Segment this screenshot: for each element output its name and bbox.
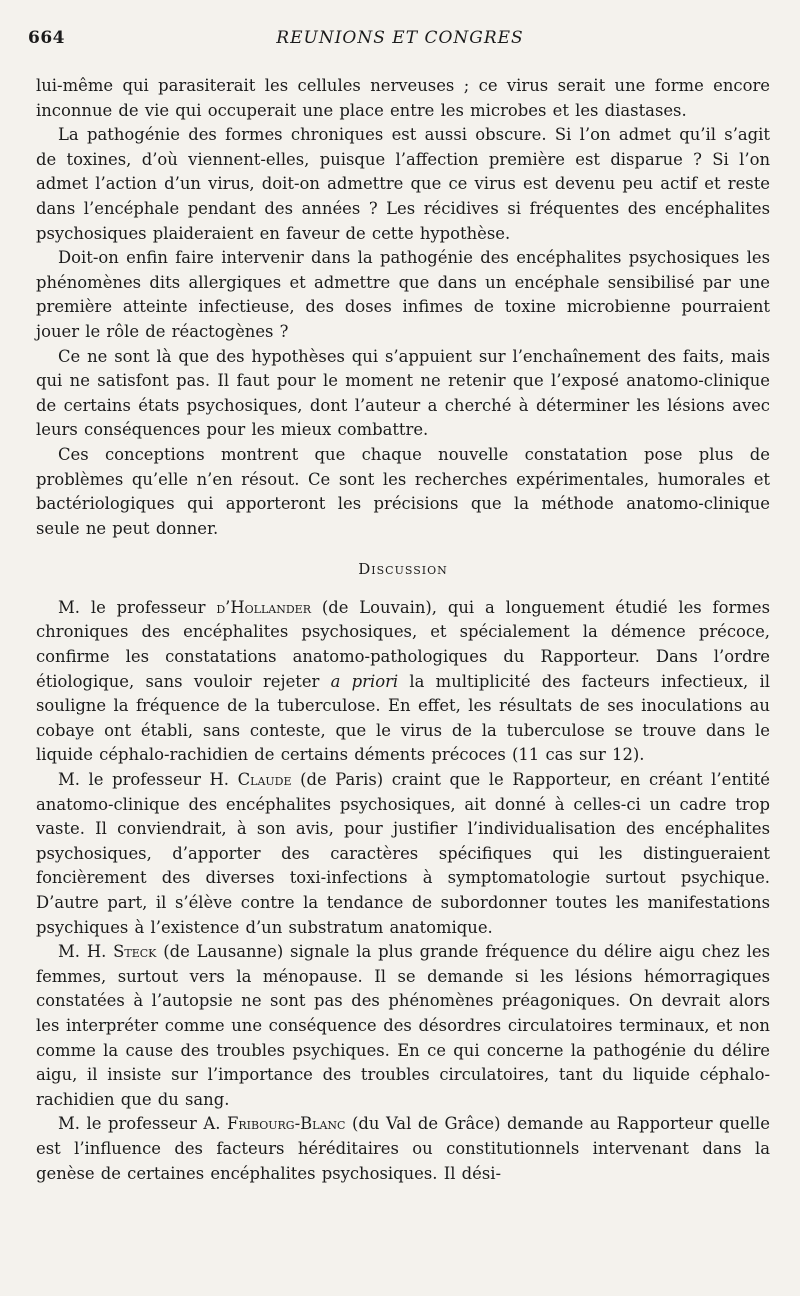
page-number: 664 bbox=[28, 28, 65, 48]
paragraph: lui-même qui parasiterait les cellules nerveuses ; ce virus serait une forme encore inconnue de vie qui occuperait une place entre les microbes et les diastases. bbox=[36, 76, 770, 120]
speaker-name: Steck bbox=[113, 942, 157, 962]
discussion-paragraph bbox=[36, 1112, 770, 1186]
text-run: (du Val de Grâce) demande au Rapporteur quelle est l’influence des facteurs héréditaires ou constitutionnels intervenant dans la genèse de certaines encéphalites psychosiques. Il dési- bbox=[36, 1114, 770, 1183]
text-run: (de Louvain), qui a longuement étudié les formes chroniques des encéphalites psychosiques, et spécialement la démence précoce, confirme les constatations anatomo-pathologiques du Rapporteur. Dans l’ordre étiologique, sans vouloir rejeter bbox=[36, 597, 770, 691]
paragraph: La pathogénie des formes chroniques est aussi obscure. Si l’on admet qu’il s’agit de toxines, d’où viennent-elles, puisque l’affection première est disparue ? Si l’on admet l’action d’un virus, doit-on admettre que ce virus est devenu peu actif et reste dans l’encéphale pendant des années ? Les récidives si fréquentes des encéphalites psychosiques plaideraient en faveur de cette hypothèse. bbox=[36, 125, 770, 243]
paragraph: Ce ne sont là que des hypothèses qui s’appuient sur l’enchaînement des faits, mais qui ne satisfont pas. Il faut pour le moment ne retenir que l’exposé anatomo-clinique de certains états psychosiques, dont l’auteur a cherché à déterminer les lésions avec leurs conséquences pour les mieux combattre. bbox=[36, 346, 770, 440]
text-run: M. le professeur H. bbox=[58, 770, 238, 790]
text-run: (de Paris) craint que le Rapporteur, en créant l’entité anatomo-clinique des encéphalites psychosiques, ait donné à celles-ci un cadre trop vaste. Il conviendrait, à son avis, pour justifier l’individualisation des encéphalites psychosiques, d’apporter des caractères spécifiques qui les distingueraient foncièrement des diverses toxi-infections à symptomatologie surtout psychique. D’autre part, il s’élève contre la tendance de subordonner toutes les manifestations psychiques à l’existence d’un substratum anatomique. bbox=[36, 770, 770, 937]
body-text bbox=[36, 74, 770, 1186]
italic-term: a priori bbox=[330, 671, 399, 691]
paragraph: Ces conceptions montrent que chaque nouvelle constatation pose plus de problèmes qu’elle n’en résout. Ce sont les recherches expérimentales, humorales et bactériologiques qui apporteront les précisions que la méthode anatomo-clinique seule ne peut donner. bbox=[36, 444, 770, 538]
speaker-name: Claude bbox=[237, 770, 292, 790]
text-run: la multiplicité des facteurs infectieux, il souligne la fréquence de la tuberculose. En effet, les résultats de ses inoculations au cobaye ont établi, sans conteste, que le virus de la tuberculose se trouve dans le liquide céphalo-rachidien de certains déments précoces (11 cas sur 12). bbox=[36, 671, 770, 765]
speaker-name: Fribourg-Blanc bbox=[226, 1114, 346, 1134]
running-title: REUNIONS ET CONGRES bbox=[276, 28, 524, 48]
text-run: (de Lausanne) signale la plus grande fréquence du délire aigu chez les femmes, surtout vers la ménopause. Il se demande si les lésions hémorragiques constatées à l’autopsie ne sont pas des phénomènes préagoniques. On devrait alors les interpréter comme une conséquence des désordres circulatoires terminaux, et non comme la cause des troubles psychiques. En ce qui concerne la pathogénie du délire aigu, il insiste sur l’importance des troubles circulatoires, tant du liquide céphalo-rachidien que du sang. bbox=[36, 942, 770, 1109]
text-run: M. le professeur bbox=[58, 597, 217, 617]
page-header bbox=[28, 28, 772, 56]
discussion-paragraph bbox=[36, 768, 770, 940]
text-run: M. H. bbox=[58, 942, 114, 962]
discussion-paragraph bbox=[36, 940, 770, 1112]
text-run: M. le professeur A. bbox=[58, 1114, 227, 1134]
discussion-heading: Discussion bbox=[358, 560, 448, 579]
discussion-paragraph bbox=[36, 596, 770, 768]
speaker-name: d’Hollander bbox=[216, 597, 311, 617]
paragraph: Doit-on enfin faire intervenir dans la pathogénie des encéphalites psychosiques les phénomènes dits allergiques et admettre que dans un encéphale sensibilisé par une première atteinte infectieuse, des doses infimes de toxine microbienne pourraient jouer le rôle de réactogènes ? bbox=[36, 248, 770, 341]
